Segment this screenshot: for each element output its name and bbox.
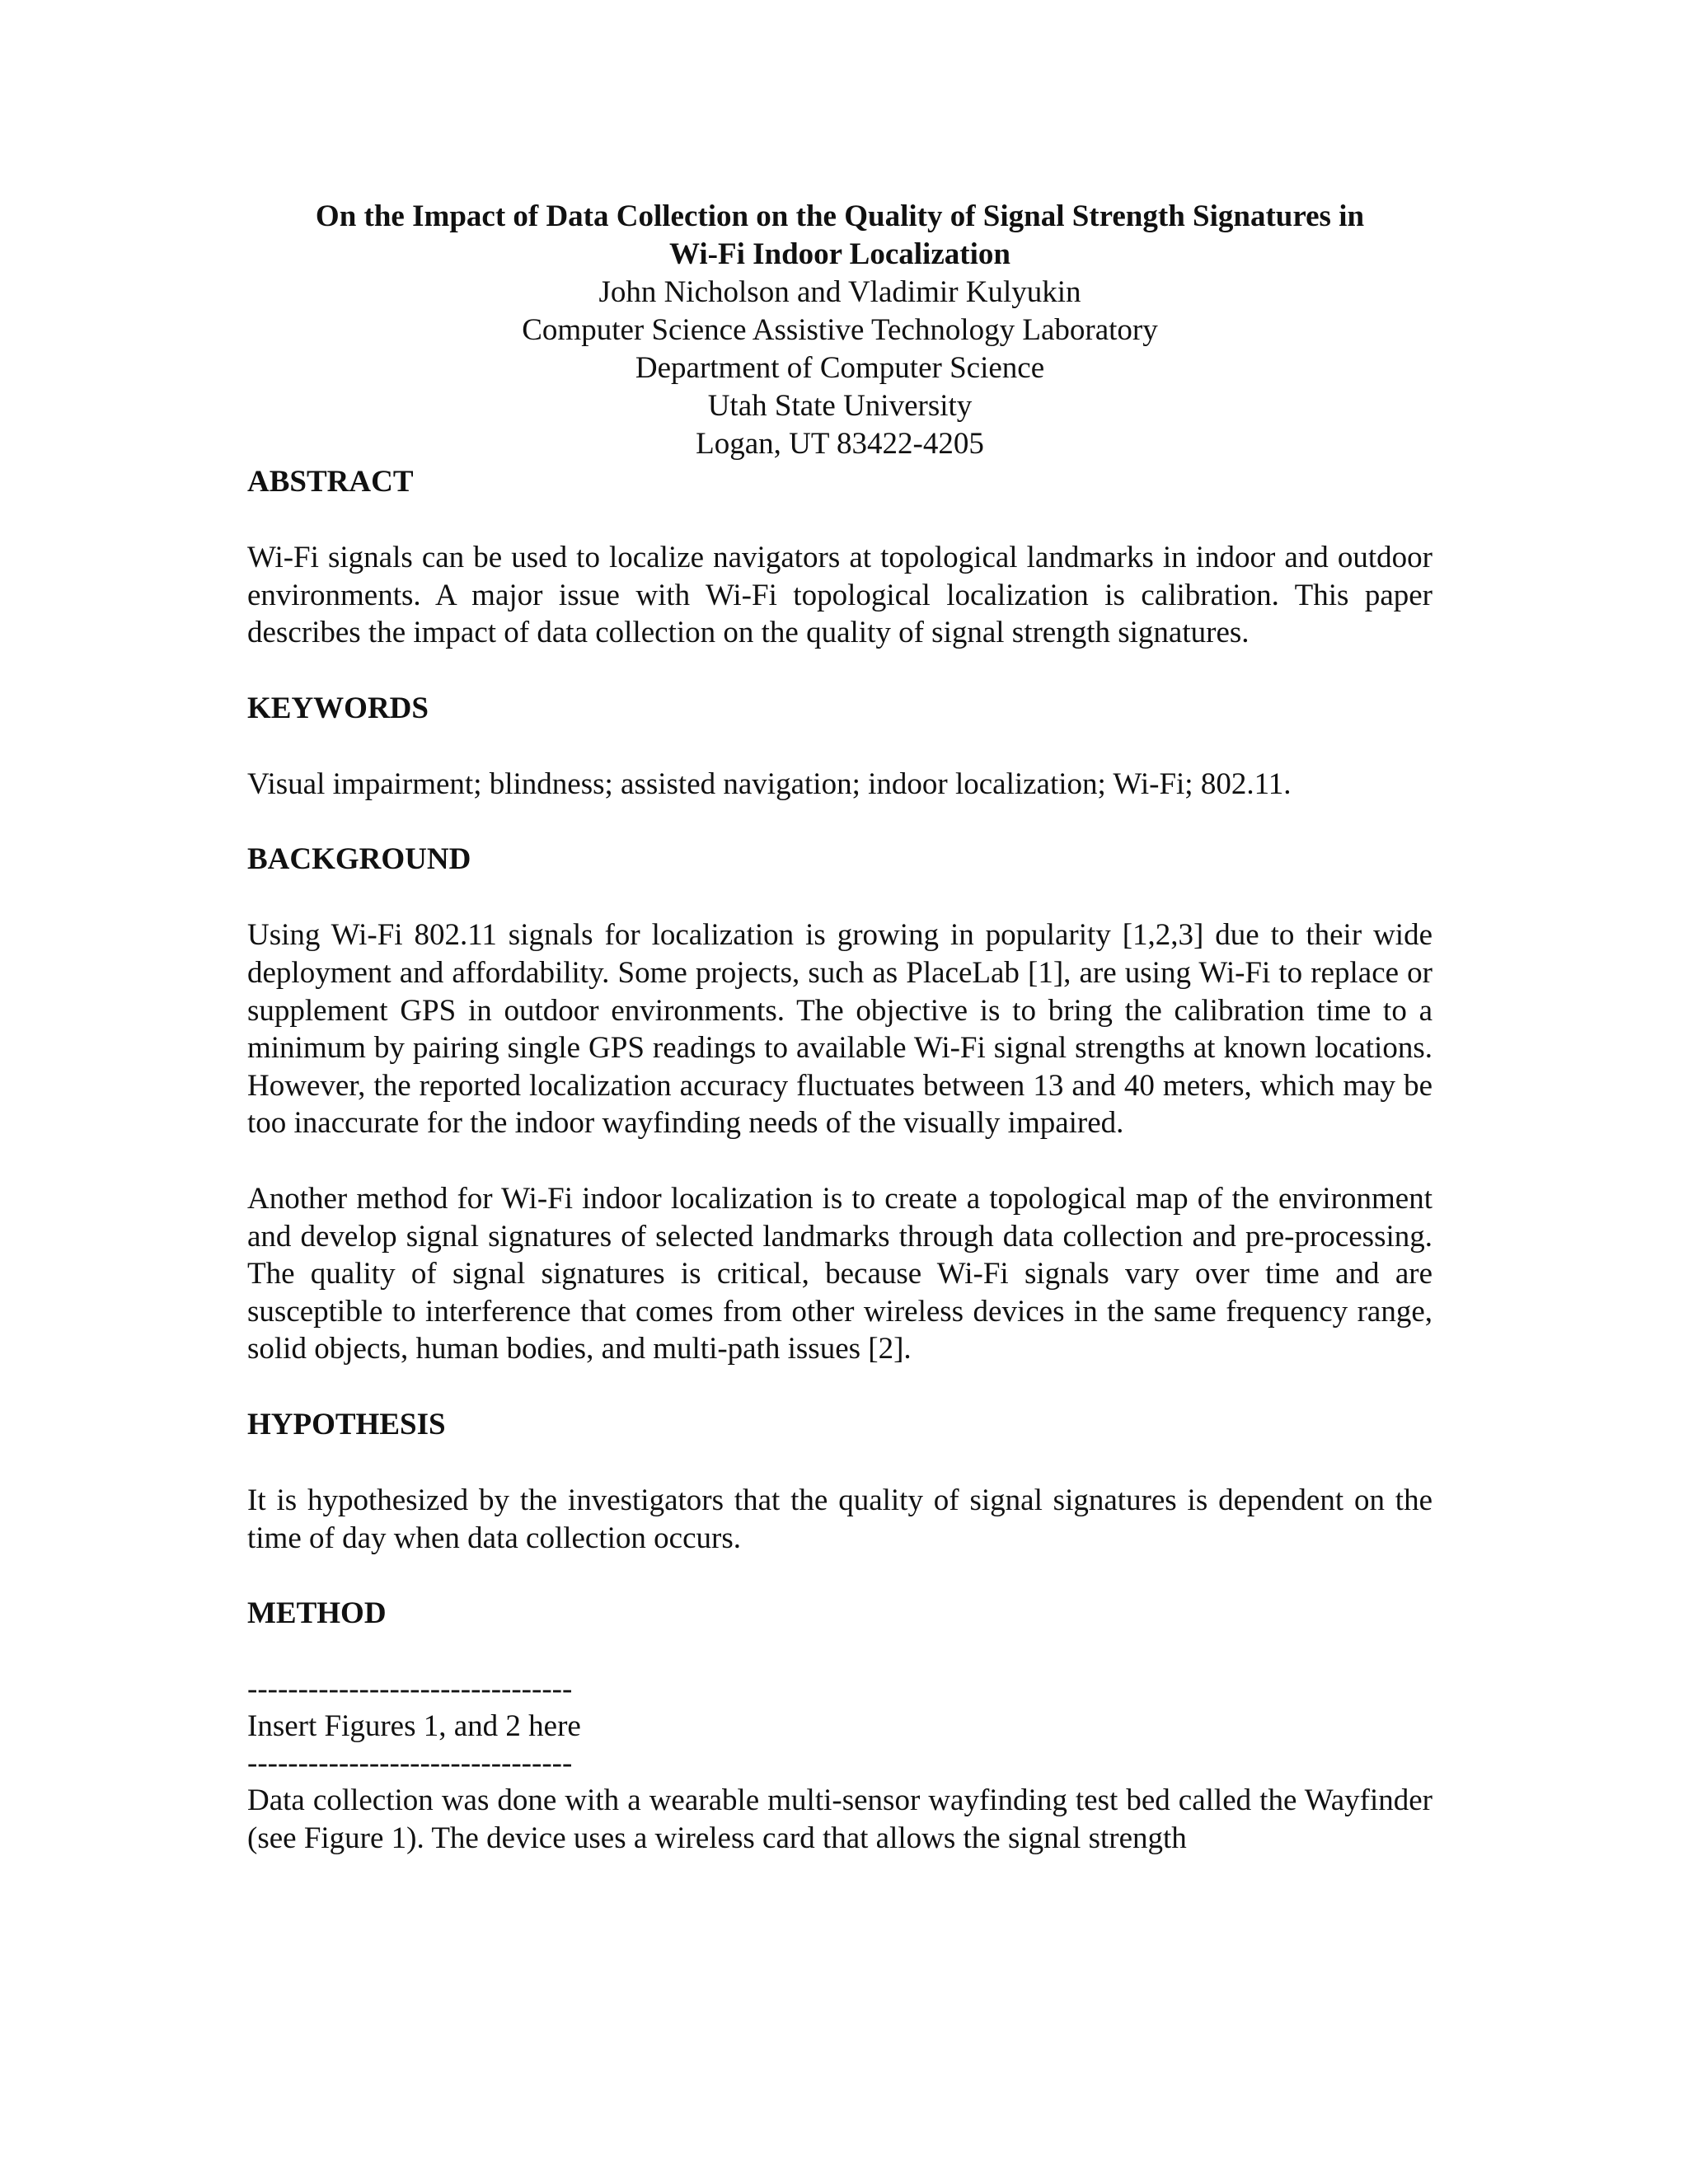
background-section <box>247 841 1432 1368</box>
paper-page <box>247 198 1432 1857</box>
method-text: Data collection was done with a wearable multi-sensor wayfinding test bed called the Wayfinder (see Figure 1). The device uses a wireless card that allows the signal strength <box>247 1783 1432 1855</box>
abstract-text: Wi-Fi signals can be used to localize navigators at topological landmarks in indoor and outdoor environments. A major issue with Wi-Fi topological localization is calibration. This paper describes the impact of data collection on the quality of signal strength signatures. <box>247 541 1432 650</box>
separator-top: -------------------------------- <box>247 1672 573 1707</box>
background-paragraph-1: Using Wi-Fi 802.11 signals for localization is growing in popularity [1,2,3] due to their wide deployment and affordability. Some projects, such as PlaceLab [1], are using Wi-Fi to replace or supplement GPS in outdoor environments. The objective is to bring the calibration time to a minimum by pairing single GPS readings to available Wi-Fi signal strengths at known locations. However, the reported localization accuracy fluctuates between 13 and 40 meters, which may be too inaccurate for the indoor wayfinding needs of the visually impaired. <box>247 918 1432 1141</box>
hypothesis-text: It is hypothesized by the investigators that the quality of signal signatures is dependent on the time of day when data collection occurs. <box>247 1483 1432 1555</box>
background-heading: BACKGROUND <box>247 842 471 877</box>
separator-bottom: -------------------------------- <box>247 1746 573 1781</box>
authors: John Nicholson and Vladimir Kulyukin <box>598 275 1081 309</box>
paper-title-line-1: On the Impact of Data Collection on the Quality of Signal Strength Signatures in <box>315 199 1365 233</box>
hypothesis-heading: HYPOTHESIS <box>247 1407 446 1441</box>
affiliation-department: Department of Computer Science <box>635 351 1045 385</box>
figure-placeholder-note: Insert Figures 1, and 2 here <box>247 1709 581 1744</box>
abstract-heading: ABSTRACT <box>247 465 414 499</box>
affiliation-lab: Computer Science Assistive Technology Laboratory <box>522 313 1158 347</box>
hypothesis-section <box>247 1406 1432 1557</box>
background-paragraph-2: Another method for Wi-Fi indoor localization is to create a topological map of the environment and develop signal signatures of selected landmarks through data collection and pre-processing. The quality of signal signatures is critical, because Wi-Fi signals vary over time and are susceptible to interference that comes from other wireless devices in the same frequency range, solid objects, human bodies, and multi-path issues [2]. <box>247 1181 1432 1366</box>
affiliation-address: Logan, UT 83422-4205 <box>696 427 984 461</box>
keywords-text: Visual impairment; blindness; assisted navigation; indoor localization; Wi-Fi; 802.11. <box>247 766 1292 801</box>
abstract-section <box>247 463 1432 652</box>
affiliation-university: Utah State University <box>707 389 973 423</box>
method-heading: METHOD <box>247 1596 387 1631</box>
keywords-heading: KEYWORDS <box>247 691 429 725</box>
method-section <box>247 1595 1432 1857</box>
title-block <box>247 198 1432 463</box>
keywords-section <box>247 690 1432 804</box>
paper-title-line-2: Wi-Fi Indoor Localization <box>669 237 1010 271</box>
